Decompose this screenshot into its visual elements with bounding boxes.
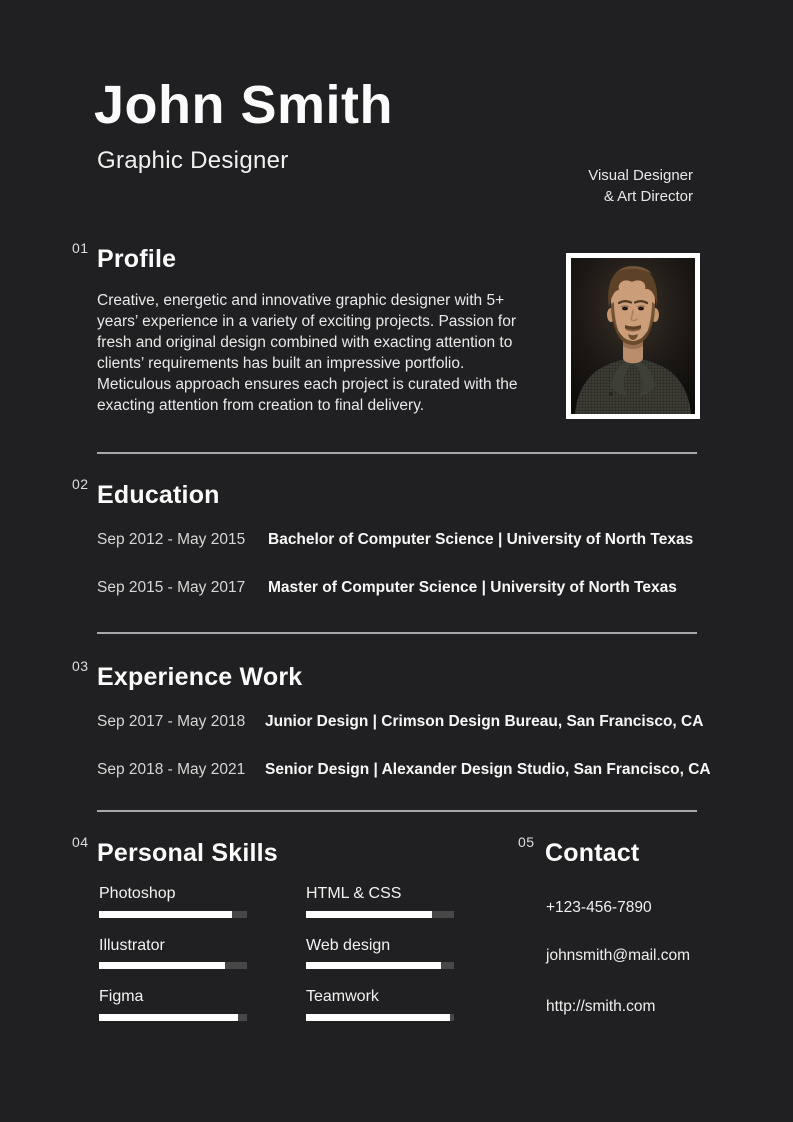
portrait-photo-illustration: [571, 258, 695, 414]
section-heading-experience: Experience Work: [97, 663, 303, 691]
contact-phone: +123-456-7890: [546, 899, 652, 916]
skill-label: Photoshop: [99, 885, 176, 902]
portrait-photo: [566, 253, 700, 419]
divider: [97, 810, 697, 812]
tagline-line-1: Visual Designer: [588, 167, 693, 184]
experience-row-dates: Sep 2018 - May 2021: [97, 761, 246, 778]
contact-website: http://smith.com: [546, 998, 656, 1015]
contact-email: johnsmith@mail.com: [546, 947, 691, 964]
education-row-description: Bachelor of Computer Science | University of North Texas: [268, 531, 694, 548]
tagline: [588, 166, 693, 207]
section-number-contact: 05: [518, 834, 535, 850]
page-title: John Smith: [94, 75, 393, 135]
section-heading-profile: Profile: [97, 245, 177, 273]
education-row-dates: Sep 2012 - May 2015: [97, 531, 246, 548]
skill-bar-fill: [99, 911, 232, 918]
skill-label: HTML & CSS: [306, 885, 402, 902]
profile-text: Creative, energetic and innovative graphic designer with 5+ years’ experience in a variety of exciting projects. Passion for fresh and original design combined with exacting attention to clients’ requirements has built an impressive portfolio. Meticulous approach ensures each project is curated with the exacting attention from creation to final delivery.: [97, 292, 518, 414]
skill-label: Illustrator: [99, 937, 165, 954]
section-heading-contact: Contact: [545, 839, 640, 867]
skill-label: Figma: [99, 988, 144, 1005]
skill-bar: [99, 911, 247, 918]
section-number-education: 02: [72, 476, 89, 492]
experience-row-description: Junior Design | Crimson Design Bureau, San Francisco, CA: [265, 713, 704, 730]
skill-bar: [306, 911, 454, 918]
section-number-skills: 04: [72, 834, 89, 850]
skill-label: Web design: [306, 937, 391, 954]
skill-bar: [99, 962, 247, 969]
experience-row-description: Senior Design | Alexander Design Studio, San Francisco, CA: [265, 761, 711, 778]
skill-bar-fill: [99, 962, 225, 969]
skill-bar: [99, 1014, 247, 1021]
section-number-profile: 01: [72, 240, 89, 256]
skill-bar-fill: [306, 962, 441, 969]
education-row-dates: Sep 2015 - May 2017: [97, 579, 246, 596]
divider: [97, 452, 697, 454]
section-heading-skills: Personal Skills: [97, 839, 278, 867]
skill-bar-fill: [306, 911, 432, 918]
education-row-description: Master of Computer Science | University of North Texas: [268, 579, 677, 596]
section-heading-education: Education: [97, 481, 220, 509]
section-number-experience: 03: [72, 658, 89, 674]
skill-bar-fill: [99, 1014, 238, 1021]
job-title: Graphic Designer: [97, 147, 289, 174]
tagline-line-2: & Art Director: [603, 187, 693, 205]
skill-label: Teamwork: [306, 988, 379, 1005]
experience-row-dates: Sep 2017 - May 2018: [97, 713, 246, 730]
skill-bar-fill: [306, 1014, 450, 1021]
divider: [97, 632, 697, 634]
skill-bar: [306, 1014, 454, 1021]
skill-bar: [306, 962, 454, 969]
